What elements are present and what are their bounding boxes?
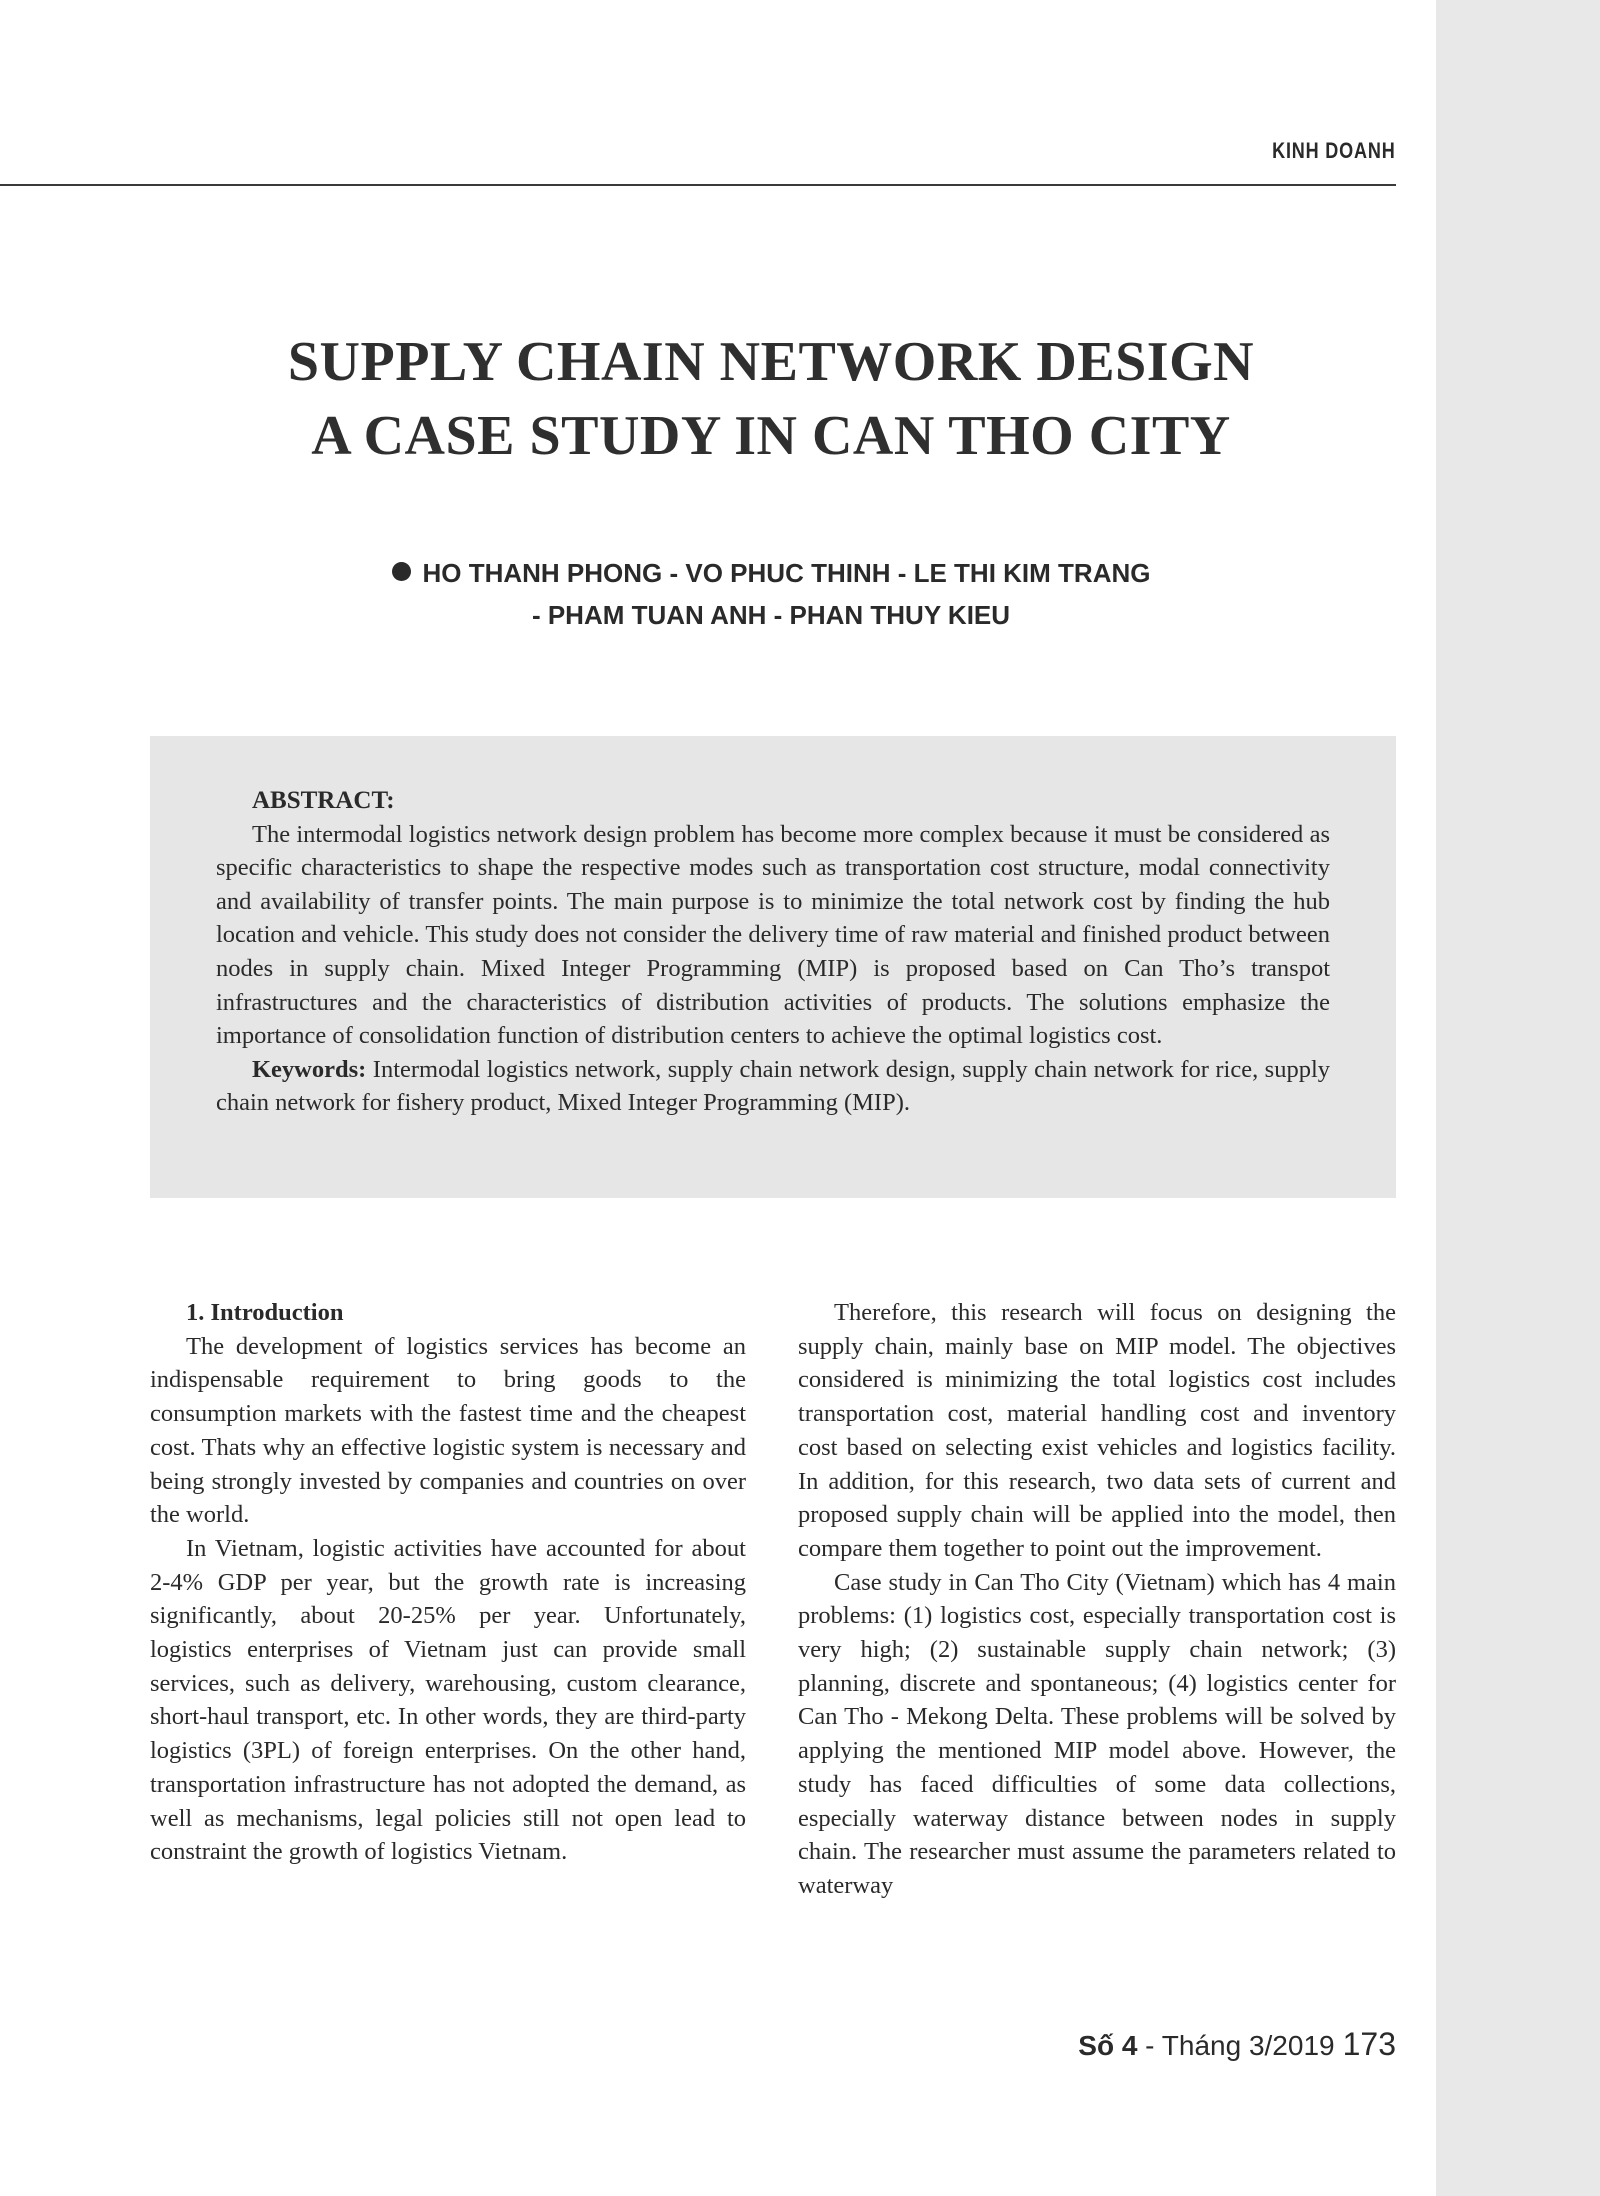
page-footer (1078, 2026, 1396, 2063)
footer-date: - Tháng 3/2019 (1137, 2030, 1335, 2061)
abstract (216, 784, 1330, 1120)
article-title-line-2: A CASE STUDY IN CAN THO CITY (311, 405, 1231, 467)
body-paragraph: Therefore, this research will focus on designing the supply chain, mainly base on MIP model. The objectives considered is minimizing the total logistics cost includes transportation cost, material handling cost and inventory cost based on selecting exist vehicles and logistics facility. In addition, for this research, two data sets of current and proposed supply chain will be applied into the model, then compare them together to point out the improvement. (798, 1299, 1396, 1562)
section-heading-introduction: 1. Introduction (186, 1299, 344, 1326)
authors-line-2 (0, 600, 1542, 631)
authors-text-2: - PHAM TUAN ANH - PHAN THUY KIEU (531, 600, 1011, 630)
section-label: KINH DOANH (1272, 138, 1396, 163)
keywords-label: Keywords: (252, 1055, 367, 1083)
keywords-text: Intermodal logistics network, supply chain network design, supply chain network for rice, supply chain network for fishery product, Mixed Integer Programming (MIP). (216, 1055, 1330, 1117)
body-paragraph: Case study in Can Tho City (Vietnam) which has 4 main problems: (1) logistics cost, especially transportation cost is very high; (2) sustainable supply chain network; (3) planning, discrete and spontaneous; (4) logistics center for Can Tho - Mekong Delta. These problems will be solved by applying the mentioned MIP model above. However, the study has faced difficulties of some data collections, especially waterway distance between nodes in supply chain. The researcher must assume the parameters related to waterway (798, 1568, 1396, 1899)
authors-text-1: HO THANH PHONG - VO PHUC THINH - LE THI KIM TRANG (422, 558, 1151, 588)
footer-issue: Số 4 (1078, 2030, 1138, 2061)
header-rule (0, 184, 1396, 186)
body-paragraph: In Vietnam, logistic activities have accounted for about 2-4% GDP per year, but the growth rate is increasing significantly, about 20-25% per year. Unfortunately, logistics enterprises of Vietnam just can provide small services, such as delivery, warehousing, custom clearance, short-haul transport, etc. In other words, they are third-party logistics (3PL) of foreign enterprises. On the other hand, transportation infrastructure has not adopted the demand, as well as mechanisms, legal policies still not open lead to constraint the growth of logistics Vietnam. (150, 1534, 746, 1866)
abstract-keywords (216, 1053, 1330, 1120)
article-title-line-1: SUPPLY CHAIN NETWORK DESIGN (287, 331, 1255, 393)
authors-line-1 (0, 558, 1542, 589)
body-column-left (150, 1296, 746, 1869)
abstract-text: The intermodal logistics network design problem has become more complex because it must be considered as specific characteristics to shape the respective modes such as transportation cost structure, modal connectivity and availability of transfer points. The main purpose is to minimize the total network cost by finding the hub location and vehicle. This study does not consider the delivery time of raw material and finished product between nodes in supply chain. Mixed Integer Programming (MIP) is proposed based on Can Tho’s transpot infrastructures and the characteristics of distribution activities of products. The solutions emphasize the importance of consolidation function of distribution centers to achieve the optimal logistics cost. (216, 820, 1330, 1050)
page-number: 173 (1342, 2026, 1396, 2062)
body-column-right (798, 1296, 1396, 1903)
abstract-heading: ABSTRACT: (252, 787, 395, 814)
body-paragraph: The development of logistics services has become an indispensable requirement to bring goods to the consumption markets with the fastest time and the cheapest cost. Thats why an effective logistic system is necessary and being strongly invested by companies and countries on over the world. (150, 1332, 746, 1529)
bullet-icon (392, 562, 411, 581)
